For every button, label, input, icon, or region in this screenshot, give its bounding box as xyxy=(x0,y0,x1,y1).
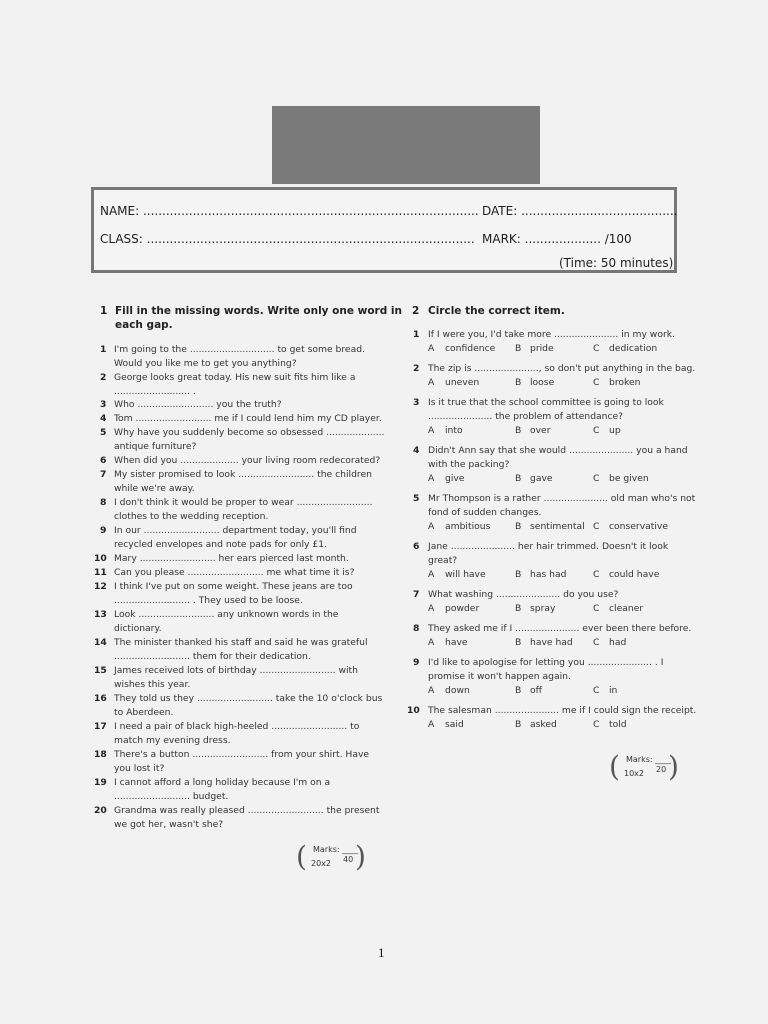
question-text: The minister thanked his staff and said he was grateful xyxy=(114,637,368,648)
question-text: Why have you suddenly become so obsessed .................... xyxy=(114,427,385,438)
title-block xyxy=(272,106,540,184)
option-letter-a: A xyxy=(428,603,435,614)
question-text: match my evening dress. xyxy=(114,735,231,746)
section-1-heading-line1: Fill in the missing words. Write only one word in xyxy=(115,305,402,317)
question-text: fond of sudden changes. xyxy=(428,507,542,518)
option-letter-b: B xyxy=(515,473,522,484)
option-letter-b: B xyxy=(515,569,522,580)
question-number: 13 xyxy=(94,609,107,620)
question-text: promise it won't happen again. xyxy=(428,671,571,682)
question-text: .......................... . xyxy=(114,386,196,397)
option-b[interactable]: off xyxy=(530,685,542,696)
option-a[interactable]: ambitious xyxy=(445,521,491,532)
question-text: we got her, wasn't she? xyxy=(114,819,224,830)
marks-right-paren: ) xyxy=(668,750,679,783)
question-number: 8 xyxy=(100,497,107,508)
marks-total: 20 xyxy=(656,765,667,774)
question-text: great? xyxy=(428,555,458,566)
option-a[interactable]: down xyxy=(445,685,470,696)
name-field: NAME: ........................................................................................ xyxy=(100,204,479,218)
option-letter-a: A xyxy=(428,473,435,484)
question-text: Is it true that the school committee is going to look xyxy=(428,397,664,408)
option-letter-a: A xyxy=(428,343,435,354)
question-number: 9 xyxy=(100,525,107,536)
option-c[interactable]: in xyxy=(609,685,618,696)
question-text: with the packing? xyxy=(428,459,510,470)
question-text: .......................... budget. xyxy=(114,791,229,802)
marks-label: Marks: ____ xyxy=(313,845,359,854)
question-number: 5 xyxy=(413,493,420,504)
question-text: When did you .................... your living room redecorated? xyxy=(114,455,381,466)
option-c[interactable]: had xyxy=(609,637,627,648)
question-text: I'd like to apologise for letting you ...................... . I xyxy=(428,657,664,668)
section-2-number: 2 xyxy=(412,305,420,317)
question-text: recycled envelopes and note pads for only £1. xyxy=(114,539,327,550)
marks-left-paren: ( xyxy=(296,840,307,873)
option-letter-c: C xyxy=(593,521,600,532)
question-text: Didn't Ann say that she would ...................... you a hand xyxy=(428,445,688,456)
option-letter-b: B xyxy=(515,343,522,354)
class-field: CLASS: ...................................................................................... xyxy=(100,232,475,246)
question-text: Look .......................... any unknown words in the xyxy=(114,609,339,620)
question-text: I'm going to the ............................. to get some bread. xyxy=(114,344,365,355)
option-b[interactable]: asked xyxy=(530,719,557,730)
option-letter-b: B xyxy=(515,521,522,532)
option-letter-b: B xyxy=(515,377,522,388)
marks-total: 40 xyxy=(343,855,354,864)
option-letter-a: A xyxy=(428,569,435,580)
question-number: 16 xyxy=(94,693,107,704)
option-b[interactable]: gave xyxy=(530,473,553,484)
option-letter-a: A xyxy=(428,719,435,730)
question-text: They asked me if I ...................... ever been there before. xyxy=(428,623,692,634)
section-1-heading-line2: each gap. xyxy=(115,319,173,331)
question-text: .......................... them for their dedication. xyxy=(114,651,311,662)
option-a[interactable]: uneven xyxy=(445,377,480,388)
option-c[interactable]: dedication xyxy=(609,343,658,354)
question-text: I don't think it would be proper to wear .......................... xyxy=(114,497,373,508)
question-text: while we're away. xyxy=(114,483,195,494)
question-text: Can you please .......................... me what time it is? xyxy=(114,567,355,578)
question-text: The salesman ...................... me if I could sign the receipt. xyxy=(428,705,697,716)
option-letter-c: C xyxy=(593,569,600,580)
option-a[interactable]: powder xyxy=(445,603,480,614)
time-limit: (Time: 50 minutes) xyxy=(559,256,674,270)
section-1-number: 1 xyxy=(100,305,108,317)
marks-left-paren: ( xyxy=(609,750,620,783)
option-letter-b: B xyxy=(515,603,522,614)
option-a[interactable]: confidence xyxy=(445,343,496,354)
question-text: They told us they .......................... take the 10 o'clock bus xyxy=(114,693,383,704)
question-number: 20 xyxy=(94,805,107,816)
page-number: 1 xyxy=(378,945,385,960)
question-text: James received lots of birthday .......................... with xyxy=(114,665,358,676)
question-number: 3 xyxy=(100,399,107,410)
question-number: 12 xyxy=(94,581,107,592)
option-c[interactable]: cleaner xyxy=(609,603,644,614)
question-text: clothes to the wedding reception. xyxy=(114,511,269,522)
question-text: George looks great today. His new suit fits him like a xyxy=(114,372,356,383)
option-c[interactable]: be given xyxy=(609,473,649,484)
option-letter-c: C xyxy=(593,473,600,484)
question-text: Who .......................... you the truth? xyxy=(114,399,282,410)
question-text: What washing ...................... do you use? xyxy=(428,589,619,600)
mark-field: MARK: .................... /100 xyxy=(482,232,632,246)
question-number: 10 xyxy=(94,553,107,564)
option-letter-a: A xyxy=(428,377,435,388)
question-number: 14 xyxy=(94,637,107,648)
option-letter-c: C xyxy=(593,343,600,354)
question-text: to Aberdeen. xyxy=(114,707,174,718)
question-text: The zip is ......................, so don't put anything in the bag. xyxy=(428,363,696,374)
question-text: ...................... the problem of attendance? xyxy=(428,411,624,422)
option-letter-c: C xyxy=(593,377,600,388)
question-number: 19 xyxy=(94,777,107,788)
question-text: antique furniture? xyxy=(114,441,197,452)
question-number: 11 xyxy=(94,567,107,578)
marks-right-paren: ) xyxy=(355,840,366,873)
question-text: There's a button .......................... from your shirt. Have xyxy=(114,749,370,760)
question-number: 3 xyxy=(413,397,420,408)
question-number: 1 xyxy=(100,344,107,355)
option-letter-a: A xyxy=(428,685,435,696)
question-text: I think I've put on some weight. These jeans are too xyxy=(114,581,353,592)
option-a[interactable]: have xyxy=(445,637,468,648)
question-text: you lost it? xyxy=(114,763,165,774)
option-letter-b: B xyxy=(515,685,522,696)
question-text: I need a pair of black high-heeled .......................... to xyxy=(114,721,360,732)
option-a[interactable]: give xyxy=(445,473,465,484)
marks-label: Marks: ____ xyxy=(626,755,672,764)
question-number: 10 xyxy=(407,705,420,716)
option-a[interactable]: will have xyxy=(445,569,486,580)
option-letter-c: C xyxy=(593,425,600,436)
option-b[interactable]: sentimental xyxy=(530,521,585,532)
question-text: .......................... . They used to be loose. xyxy=(114,595,303,606)
option-a[interactable]: into xyxy=(445,425,463,436)
question-text: dictionary. xyxy=(114,623,162,634)
option-letter-b: B xyxy=(515,719,522,730)
question-number: 6 xyxy=(100,455,107,466)
question-text: I cannot afford a long holiday because I'm on a xyxy=(114,777,331,788)
option-letter-a: A xyxy=(428,637,435,648)
option-c[interactable]: conservative xyxy=(609,521,669,532)
option-letter-a: A xyxy=(428,521,435,532)
question-text: If I were you, I'd take more ...................... in my work. xyxy=(428,329,675,340)
date-field: DATE: ......................................... xyxy=(482,204,678,218)
question-number: 2 xyxy=(100,372,107,383)
question-number: 7 xyxy=(413,589,420,600)
question-number: 5 xyxy=(100,427,107,438)
marks-multiplier: 20x2 xyxy=(311,859,332,868)
option-letter-b: B xyxy=(515,637,522,648)
question-text: Jane ...................... her hair trimmed. Doesn't it look xyxy=(428,541,669,552)
option-letter-c: C xyxy=(593,603,600,614)
question-number: 1 xyxy=(413,329,420,340)
question-number: 17 xyxy=(94,721,107,732)
question-number: 15 xyxy=(94,665,107,676)
question-text: Mary .......................... her ears pierced last month. xyxy=(114,553,349,564)
question-text: Grandma was really pleased .......................... the present xyxy=(114,805,380,816)
option-b[interactable]: spray xyxy=(530,603,556,614)
option-c[interactable]: broken xyxy=(609,377,641,388)
question-number: 7 xyxy=(100,469,107,480)
question-text: Mr Thompson is a rather ...................... old man who's not xyxy=(428,493,696,504)
question-number: 4 xyxy=(413,445,420,456)
question-text: Tom .......................... me if I could lend him my CD player. xyxy=(114,413,382,424)
question-text: Would you like me to get you anything? xyxy=(114,358,297,369)
option-b[interactable]: loose xyxy=(530,377,555,388)
option-letter-b: B xyxy=(515,425,522,436)
question-number: 8 xyxy=(413,623,420,634)
option-b[interactable]: over xyxy=(530,425,551,436)
question-number: 18 xyxy=(94,749,107,760)
option-b[interactable]: pride xyxy=(530,343,554,354)
option-a[interactable]: said xyxy=(445,719,464,730)
question-number: 4 xyxy=(100,413,107,424)
question-text: wishes this year. xyxy=(114,679,191,690)
question-number: 6 xyxy=(413,541,420,552)
student-info-box xyxy=(91,187,677,273)
option-letter-c: C xyxy=(593,685,600,696)
option-b[interactable]: have had xyxy=(530,637,573,648)
option-letter-a: A xyxy=(428,425,435,436)
option-letter-c: C xyxy=(593,637,600,648)
option-b[interactable]: has had xyxy=(530,569,567,580)
option-c[interactable]: told xyxy=(609,719,627,730)
section-2-heading: Circle the correct item. xyxy=(428,305,565,317)
option-c[interactable]: could have xyxy=(609,569,660,580)
option-c[interactable]: up xyxy=(609,425,621,436)
marks-multiplier: 10x2 xyxy=(624,769,645,778)
question-number: 9 xyxy=(413,657,420,668)
option-letter-c: C xyxy=(593,719,600,730)
question-number: 2 xyxy=(413,363,420,374)
question-text: My sister promised to look .......................... the children xyxy=(114,469,372,480)
question-text: In our .......................... department today, you'll find xyxy=(114,525,357,536)
